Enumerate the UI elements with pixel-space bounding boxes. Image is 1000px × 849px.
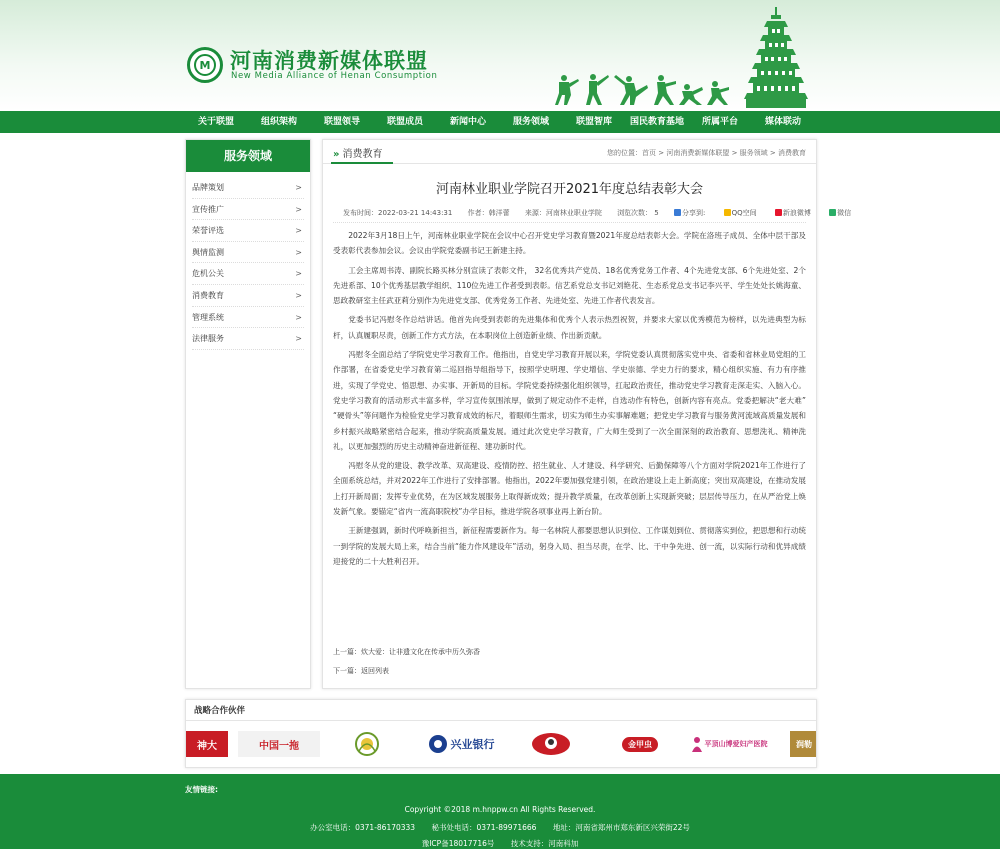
office-phone: 办公室电话：0371-86170333: [310, 823, 416, 832]
partner-logo-jinjiachong[interactable]: [614, 731, 666, 757]
copyright: Copyright ©2018 m.hnppw.cn All Rights Reserved.: [404, 805, 596, 814]
nav-item-education-base[interactable]: 国民教育基地: [629, 117, 685, 127]
article-paragraph: 冯慰冬从党的建设、教学改革、双高建设、疫情防控、招生就业、人才建设、科学研究、后勤保障等八个方面对学院2021年工作进行了全面系统总结，并对2022年工作进行了安排部署。他指出，2022年要加强党建引领，在政治建设上走上新高度；突出双高建设，在推动发展上打开新局面；发挥专业优势，在为区域发展服务上取得新成效；提升教学质量，在改革创新上实现新突破；层层传导压力，在从严治党上焕发新气象。要锚定“省内一流高职院校”办学目标，推进学院各项事业再上新台阶。: [333, 461, 806, 517]
section-title-text: 消费教育: [342, 149, 383, 160]
chevron-right-icon: >: [295, 312, 302, 322]
partners-title: 战略合作伙伴: [194, 706, 246, 716]
article-paragraph: 2022年3月18日上午，河南林业职业学院在会议中心召开党史学习教育暨2021年度总结表彰大会。学院在洛班子成员、全体中层干部及受表彰代表参加会议。会议由学院党委副书记王新建主持。: [333, 231, 806, 256]
partner-logo-text: 兴业银行: [450, 738, 495, 751]
share-label: 分享到:: [681, 209, 706, 217]
nav-item-leaders[interactable]: 联盟领导: [323, 117, 361, 127]
chevron-right-icon: >: [295, 183, 302, 192]
nav-item-members[interactable]: 联盟成员: [386, 117, 424, 127]
author: 作者：韩洋蕾: [467, 209, 510, 217]
article-paragraph: 王新建强调，新时代呼唤新担当，新征程需要新作为。每一名林院人都要思想认识到位、工作谋划到位、贯彻落实到位，把思想和行动统一到学院的发展大局上来，结合当前“能力作风建设年”活动，躬身入局、担当尽责，在学、比、干中争先进、创一流，以实际行动和优异成绩迎接党的二十大胜利召开。: [333, 526, 806, 566]
nav-item-thinktank[interactable]: 联盟智库: [575, 117, 613, 127]
site-header: [0, 0, 1000, 111]
share-qq-label: QQ空间: [731, 209, 757, 217]
nav-item-media[interactable]: 媒体联动: [764, 117, 802, 127]
partner-logo-text: 金甲虫: [622, 737, 658, 752]
industrial-bank-icon: [428, 734, 448, 754]
partner-logo-text: 神大: [197, 740, 217, 752]
source: 来源：河南林业职业学院: [524, 209, 602, 217]
share-group: [674, 209, 718, 217]
site-subtitle: New Media Alliance of Henan Consumption: [231, 71, 438, 81]
article-paragraph: 党委书记冯慰冬作总结讲话。他首先向受到表彰的先进集体和优秀个人表示热烈祝贺，并要求大家以优秀模范为榜样，以先进典型为标杆，认真履职尽责，创新工作方式方法，在本职岗位上创造新业绩、作出新贡献。: [333, 315, 806, 340]
partner-logo-industrial-bank[interactable]: [416, 731, 506, 757]
section-title: [333, 145, 382, 160]
double-chevron-icon: »: [333, 149, 340, 160]
sidebar-list: [186, 172, 310, 350]
sidebar-item-management-system[interactable]: [192, 307, 304, 329]
view-count: 浏览次数： 5: [617, 209, 659, 217]
main-nav: [0, 111, 1000, 133]
contact-line: [0, 822, 1000, 833]
breadcrumb[interactable]: 您的位置：首页 > 河南消费新媒体联盟 > 服务领域 > 消费教育: [607, 149, 806, 157]
nav-item-services[interactable]: 服务领域: [512, 117, 550, 127]
friend-links-label: 友情链接:: [185, 785, 218, 794]
chevron-right-icon: >: [295, 334, 302, 344]
sidebar-item-label: 管理系统: [192, 312, 224, 322]
sidebar-title: 服务领域: [186, 140, 310, 172]
partner-logo-text: 中国一拖: [259, 740, 299, 752]
kfc-icon: [531, 731, 571, 757]
chevron-right-icon: >: [295, 226, 302, 236]
sidebar-item-label: 危机公关: [192, 269, 224, 279]
partners-divider: [186, 720, 817, 721]
sidebar-item-label: 荣誉评选: [192, 226, 224, 236]
share-qq-button[interactable]: [724, 209, 770, 217]
sidebar-item-monitoring[interactable]: [192, 242, 304, 264]
partner-logo-kfc[interactable]: [526, 731, 576, 757]
partner-logo-text: 平顶山博爱妇产医院: [704, 740, 768, 748]
partner-logo-text: 润勒: [796, 739, 812, 749]
nav-item-about[interactable]: 关于联盟: [197, 117, 235, 127]
partner-logo-pds-hospital[interactable]: [686, 731, 772, 757]
partner-logo-green-emblem[interactable]: [346, 731, 388, 757]
nav-item-news[interactable]: 新闻中心: [449, 117, 487, 127]
sidebar-item-honors[interactable]: [192, 220, 304, 242]
article-paragraph: 工会主席周书涛、副院长路买林分别宣读了表彰文件， 32名优秀共产党员、18名优秀党务工作者、4个先进党支部、6个先进处室、2个先进系部、10个优秀基层教学组织、110位先进工作者受到表彰。信艺系党总支书记刘艳花、生态系党总支书记李兴平、学生处处长姚海童、思政教研室主任武亚莉分别作为先进党支部、优秀党务工作者、先进处室、先进工作者代表发言。: [333, 265, 806, 306]
share-weibo-label: 新浪微博: [782, 209, 811, 217]
sidebar-item-label: 宣传推广: [192, 204, 224, 214]
sidebar-item-consumer-education[interactable]: [192, 285, 304, 307]
chevron-right-icon: >: [295, 290, 302, 300]
logo-icon[interactable]: [187, 47, 223, 83]
article-panel: [322, 139, 852, 689]
partner-logo-runle[interactable]: [790, 731, 817, 757]
sidebar-item-label: 法律服务: [192, 334, 224, 344]
sidebar-item-brand-planning[interactable]: [192, 177, 304, 199]
site-footer: [0, 774, 1000, 849]
partner-logo-yituo[interactable]: [238, 731, 320, 757]
publish-time: 发布时间：2022-03-21 14:43:31: [343, 209, 453, 217]
logo-mark: M: [194, 54, 216, 76]
chevron-right-icon: >: [295, 269, 302, 279]
meta-divider: [333, 222, 806, 223]
address: 地址：河南省郑州市郑东新区兴荣街22号: [552, 823, 690, 832]
icp-line: [0, 838, 1000, 849]
share-wechat-label: 微信: [837, 209, 852, 217]
sidebar-item-label: 消费教育: [192, 290, 224, 300]
article-title: 河南林业职业学院召开2021年度总结表彰大会: [435, 182, 704, 197]
hospital-mother-icon: [691, 736, 703, 752]
green-emblem-icon: [347, 731, 387, 757]
sidebar-item-label: 舆情监测: [192, 247, 224, 257]
nav-item-structure[interactable]: 组织架构: [260, 117, 298, 127]
share-weibo-button[interactable]: [775, 209, 824, 217]
site-title[interactable]: 河南消费新媒体联盟: [230, 49, 428, 73]
qzone-icon: [724, 209, 731, 216]
next-article-link[interactable]: 下一篇：返回列表: [333, 667, 389, 675]
section-underline: [331, 162, 393, 164]
nav-item-platforms[interactable]: 所属平台: [701, 117, 739, 127]
article-meta: [343, 208, 852, 218]
secretary-phone: 秘书处电话：0371-89971666: [431, 823, 537, 832]
sidebar-item-legal-services[interactable]: [192, 328, 304, 350]
chevron-right-icon: >: [295, 247, 302, 257]
sidebar: [185, 139, 311, 689]
chevron-right-icon: >: [295, 204, 302, 214]
share-wechat-button[interactable]: [829, 209, 864, 217]
sidebar-item-promotion[interactable]: [192, 199, 304, 221]
share-plus-icon[interactable]: [674, 209, 681, 216]
wechat-icon: [829, 209, 836, 216]
partner-logo-shenda[interactable]: [186, 731, 228, 757]
article-paragraph: 冯慰冬全面总结了学院党史学习教育工作。他指出，自党史学习教育开展以来，学院党委认真贯彻落实党中央、省委和省林业局党组的工作部署，在省委党史学习教育第二巡回指导组指导下，按照学史明理、学史增信、学史崇德、学史力行的要求，精心组织实施、有力有序推进，实现了学党史、悟思想、办实事、开新局的目标。学院党委持续强化组织领导，扛起政治责任，推动党史学习教育走深走实、入脑入心。党史学习教育的活动形式丰富多样，学习宣传氛围浓厚，做到了规定动作不走样，自选动作有特色，创新内容有亮点。党委把解决“老大难” “硬骨头”等问题作为检验党史学习教育成效的标尺，着眼师生需求，切实为师生办实事解难题；把党史学习教育与服务黄河流域高质量发展和乡村振兴战略紧密结合起来，推动学院高质量发展。通过此次党史学习教育，广大师生受到了一次全面深刻的政治教育、思想洗礼、精神洗礼，以更加强烈的历史主动精神奋进新征程、建功新时代。: [333, 350, 806, 451]
icp-number[interactable]: 豫ICP备18017716号: [421, 839, 495, 848]
weibo-icon: [775, 209, 782, 216]
sidebar-item-label: 品牌策划: [192, 183, 224, 192]
partners-section: [185, 699, 817, 768]
kungfu-pagoda-decoration-icon: [550, 5, 812, 108]
prev-article-link[interactable]: 上一篇：炊大爱：让非遗文化在传承中历久弥香: [333, 648, 480, 656]
tech-support: 技术支持：河南科加: [510, 839, 579, 848]
section-header: [323, 140, 816, 164]
sidebar-item-crisis-pr[interactable]: [192, 263, 304, 285]
article-body: [333, 228, 806, 573]
